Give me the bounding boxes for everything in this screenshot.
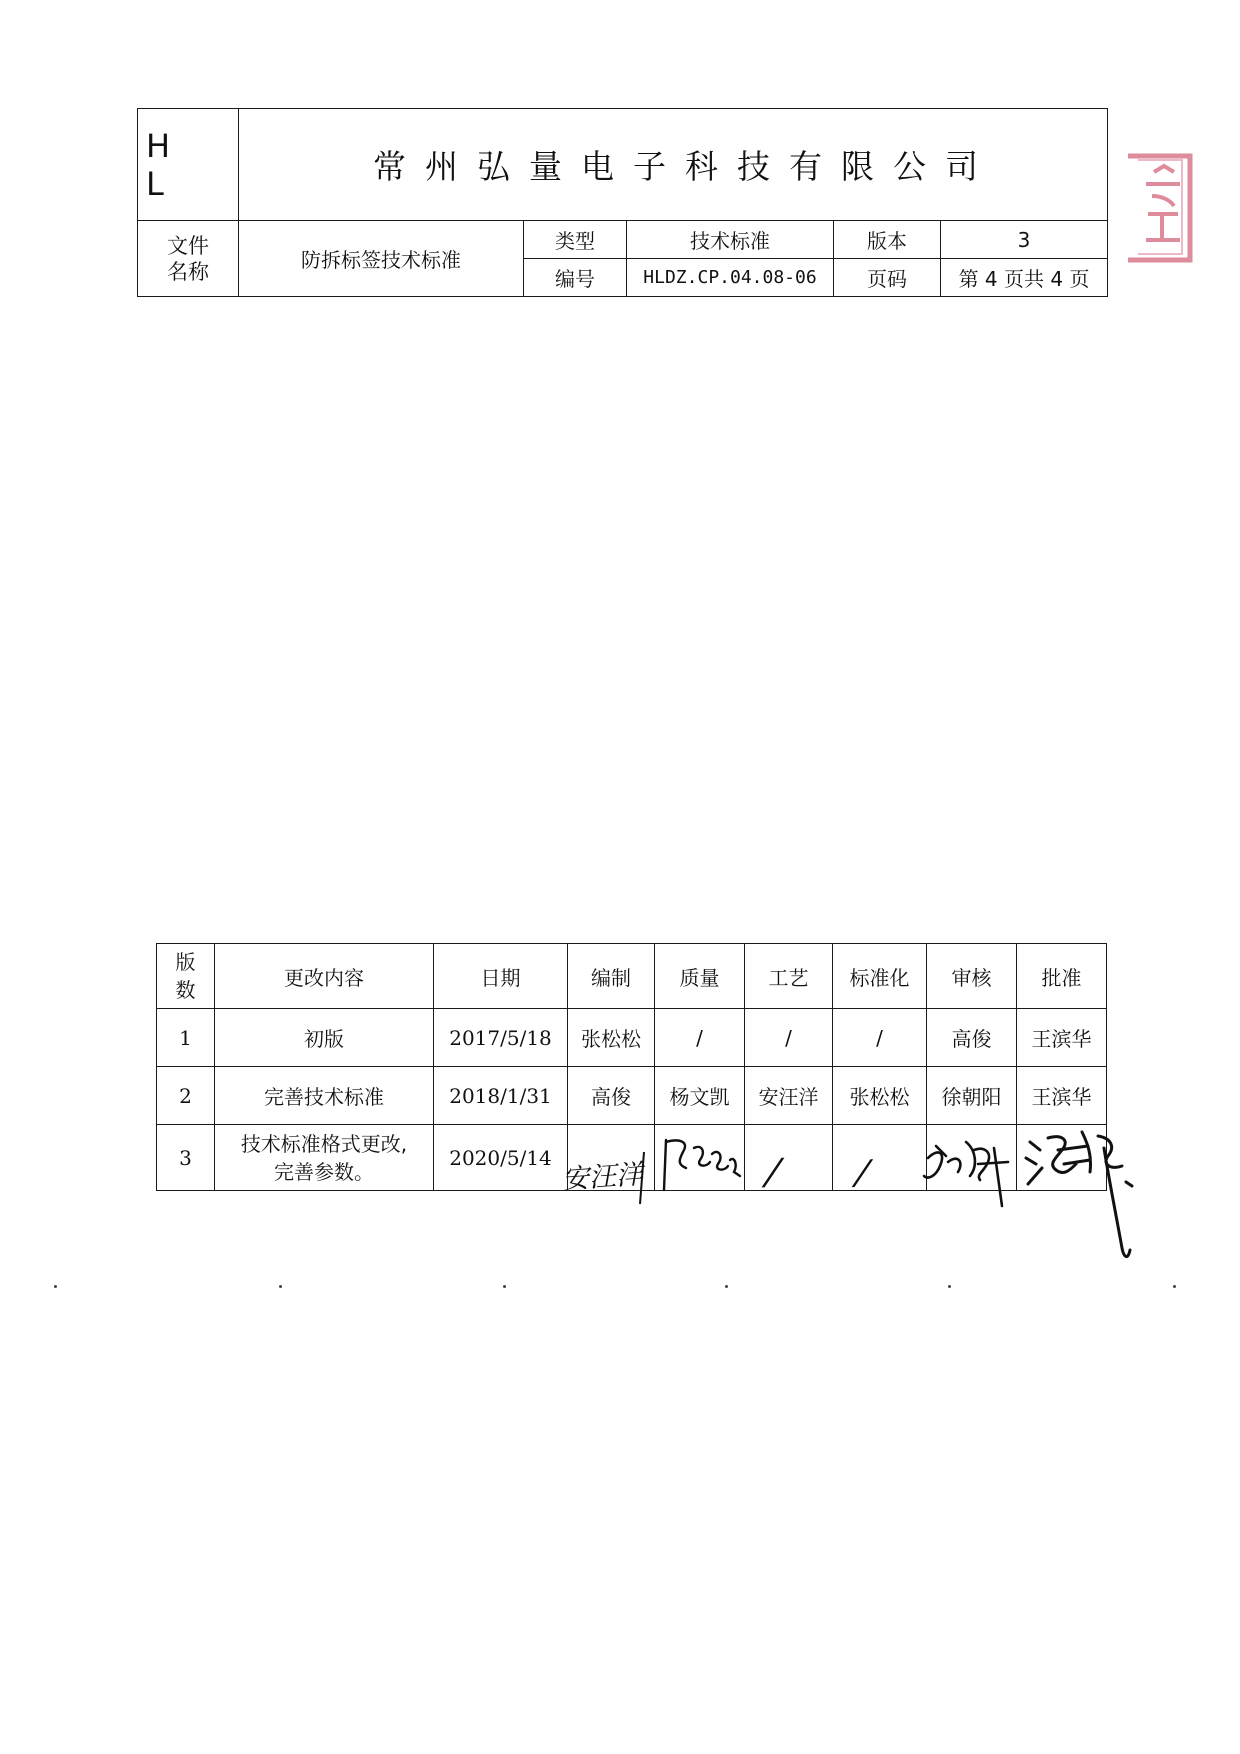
col-header-date: 日期 (434, 944, 568, 1009)
scan-dot (948, 1285, 951, 1288)
col-header-process: 工艺 (745, 944, 833, 1009)
cell-process: / (745, 1009, 833, 1067)
cell-compiled: 张松松 (568, 1009, 655, 1067)
cell-version: 3 (157, 1125, 215, 1191)
cell-change-line2: 完善参数。 (274, 1159, 374, 1184)
number-label: 编号 (524, 259, 627, 297)
col-header-quality: 质量 (655, 944, 745, 1009)
file-name-label-line1: 文件 (167, 233, 209, 258)
cell-compiled: 高俊 (568, 1067, 655, 1125)
scan-dot (503, 1285, 506, 1288)
version-value: 3 (941, 221, 1108, 259)
cell-approve: 王滨华 (1017, 1009, 1107, 1067)
col-header-change: 更改内容 (215, 944, 434, 1009)
company-logo-text: H L (138, 109, 239, 221)
cell-version: 2 (157, 1067, 215, 1125)
scan-dot (54, 1285, 57, 1288)
file-name-label (138, 221, 239, 297)
cell-quality: / (655, 1009, 745, 1067)
company-seal-stamp (1124, 150, 1194, 266)
cell-change: 完善技术标准 (215, 1067, 434, 1125)
cell-change-line1: 技术标准格式更改, (240, 1131, 408, 1156)
scan-dot (725, 1285, 728, 1288)
cell-version: 1 (157, 1009, 215, 1067)
cell-process: 安汪洋 (745, 1067, 833, 1125)
type-label: 类型 (524, 221, 627, 259)
table-row (157, 1009, 1107, 1067)
cell-change: 初版 (215, 1009, 434, 1067)
company-name: 常州弘量电子科技有限公司 (239, 109, 1108, 221)
scan-dot (1173, 1285, 1176, 1288)
signature-quality (658, 1134, 744, 1192)
cell-review: 徐朝阳 (927, 1067, 1017, 1125)
page-label: 页码 (834, 259, 941, 297)
table-header-row (157, 944, 1107, 1009)
col-header-approve: 批准 (1017, 944, 1107, 1009)
slash-standardization (850, 1142, 910, 1196)
col-header-review: 审核 (927, 944, 1017, 1009)
col-header-version-line1: 版 (175, 950, 196, 974)
cell-quality: 杨文凯 (655, 1067, 745, 1125)
scan-dot (279, 1285, 282, 1288)
col-header-compiled: 编制 (568, 944, 655, 1009)
cell-date: 2020/5/14 (434, 1125, 568, 1191)
signature-compiled-text: 安汪洋 (560, 1159, 644, 1196)
slash-process-text: / (759, 1150, 788, 1193)
cell-date: 2018/1/31 (434, 1067, 568, 1125)
cell-standardization: / (833, 1009, 927, 1067)
col-header-version-line2: 数 (175, 978, 196, 1002)
document-header-table (137, 108, 1108, 297)
col-header-standardization: 标准化 (833, 944, 927, 1009)
version-label: 版本 (834, 221, 941, 259)
signature-compiled (560, 1138, 668, 1210)
number-value: HLDZ.CP.04.08-06 (627, 259, 834, 297)
cell-approve: 王滨华 (1017, 1067, 1107, 1125)
slash-process (760, 1142, 820, 1196)
file-name-value: 防拆标签技术标准 (239, 221, 524, 297)
page-value: 第 4 页共 4 页 (941, 259, 1108, 297)
signature-review (918, 1128, 1018, 1210)
col-header-version (157, 944, 215, 1009)
slash-standardization-text: / (849, 1153, 876, 1193)
cell-change (215, 1125, 434, 1191)
signature-approve (1018, 1124, 1142, 1264)
type-value: 技术标准 (627, 221, 834, 259)
cell-standardization: 张松松 (833, 1067, 927, 1125)
cell-review: 高俊 (927, 1009, 1017, 1067)
table-row (157, 1067, 1107, 1125)
file-name-label-line2: 名称 (167, 259, 209, 284)
cell-date: 2017/5/18 (434, 1009, 568, 1067)
